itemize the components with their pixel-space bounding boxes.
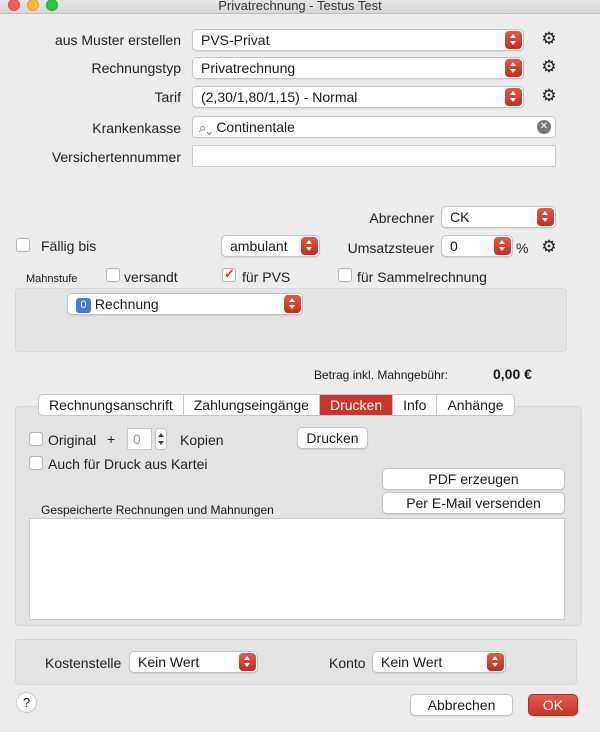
popup-arrows-icon [239, 653, 256, 671]
title-bar [0, 0, 600, 14]
gespeichert-list[interactable] [29, 518, 565, 620]
email-versenden-button[interactable]: Per E-Mail versenden [382, 492, 565, 514]
versandt-checkbox[interactable] [106, 268, 120, 282]
muster-value: PVS-Privat [201, 32, 270, 48]
tarif-popup[interactable] [192, 86, 524, 108]
abrechner-popup[interactable] [441, 206, 556, 228]
betrag-label: Betrag inkl. Mahngebühr: [314, 368, 449, 382]
umsatzsteuer-gear-icon[interactable]: ⚙ [541, 237, 557, 256]
kopien-input[interactable]: 0 [127, 428, 152, 450]
krankenkasse-label: Krankenkasse [92, 120, 181, 136]
popup-arrows-icon [505, 31, 522, 49]
pdf-erzeugen-button[interactable]: PDF erzeugen [382, 468, 565, 490]
muster-gear-icon[interactable]: ⚙ [541, 29, 557, 48]
konto-label: Konto [329, 655, 366, 671]
popup-arrows-icon [494, 237, 511, 255]
original-label: Original [48, 432, 97, 448]
mahnstufe-badge: 0 [76, 298, 91, 313]
konto-popup[interactable] [372, 651, 506, 673]
popup-arrows-icon [537, 208, 554, 226]
popup-arrows-icon [284, 295, 301, 313]
betrag-value: 0,00 € [493, 366, 532, 382]
sammelrechnung-checkbox[interactable] [338, 268, 352, 282]
search-icon: ⌕⌄ [199, 120, 213, 135]
muster-label: aus Muster erstellen [54, 32, 181, 48]
mahnstufe-popup[interactable] [67, 293, 303, 315]
tarif-value: (2,30/1,80/1,15) - Normal [201, 89, 358, 105]
tab-anhaenge[interactable]: Anhänge [447, 397, 504, 413]
krankenkasse-value: Continentale [216, 119, 295, 135]
umsatzsteuer-label: Umsatzsteuer [347, 240, 434, 256]
faellig-checkbox[interactable] [16, 238, 30, 252]
behandlung-value: ambulant [230, 238, 288, 254]
help-button[interactable]: ? [16, 692, 37, 713]
tab-rechnungsanschrift[interactable]: Rechnungsanschrift [39, 395, 184, 415]
popup-arrows-icon [505, 88, 522, 106]
percent-unit: % [516, 240, 529, 256]
fuer-pvs-checkbox[interactable] [222, 268, 236, 282]
popup-arrows-icon [487, 653, 504, 671]
umsatzsteuer-popup[interactable] [441, 235, 513, 257]
rechnungstyp-popup[interactable] [192, 57, 524, 79]
tarif-label: Tarif [154, 89, 181, 105]
faellig-label: Fällig bis [41, 238, 97, 254]
rechnungstyp-label: Rechnungstyp [91, 60, 181, 76]
kostenstelle-value: Kein Wert [138, 654, 200, 670]
mahnstufe-label: Mahnstufe [26, 273, 78, 285]
window-title: Privatrechnung - Testus Test [218, 0, 382, 13]
abrechner-value: CK [450, 209, 470, 225]
ok-button[interactable]: OK [528, 694, 578, 716]
kartei-checkbox[interactable] [29, 456, 43, 470]
rechnungstyp-value: Privatrechnung [201, 60, 296, 76]
kostenstelle-popup[interactable] [129, 651, 258, 673]
tab-drucken[interactable]: Drucken [320, 395, 393, 415]
gespeichert-label: Gespeicherte Rechnungen und Mahnungen [41, 503, 274, 517]
kopien-label: Kopien [180, 432, 224, 448]
popup-arrows-icon [505, 59, 522, 77]
mahnstufe-value: Rechnung [94, 296, 159, 312]
sammelrechnung-label: für Sammelrechnung [357, 269, 487, 285]
fuer-pvs-label: für PVS [242, 269, 291, 285]
abrechner-label: Abrechner [369, 210, 434, 226]
konto-value: Kein Wert [381, 654, 443, 670]
umsatzsteuer-value: 0 [450, 238, 458, 254]
krankenkasse-search-field[interactable] [192, 116, 556, 138]
kostenstelle-label: Kostenstelle [45, 655, 122, 671]
original-checkbox[interactable] [29, 432, 43, 446]
tab-zahlungseingaenge[interactable]: Zahlungseingänge [184, 395, 320, 415]
tarif-gear-icon[interactable]: ⚙ [541, 86, 557, 105]
tab-info[interactable]: Info [393, 395, 437, 415]
kopien-stepper[interactable] [155, 428, 167, 450]
versichertennummer-input[interactable] [192, 145, 556, 167]
drucken-button[interactable]: Drucken [297, 427, 368, 449]
behandlung-popup[interactable] [221, 235, 320, 257]
muster-popup[interactable] [192, 29, 524, 51]
popup-arrows-icon [301, 237, 318, 255]
versichertennummer-label: Versichertennummer [51, 149, 181, 165]
plus-label: + [107, 431, 116, 447]
abbrechen-button[interactable]: Abbrechen [410, 694, 513, 716]
tab-bar [38, 394, 515, 416]
rechnungstyp-gear-icon[interactable]: ⚙ [541, 57, 557, 76]
clear-icon[interactable]: ✕ [537, 120, 551, 134]
versandt-label: versandt [124, 269, 178, 285]
kartei-label: Auch für Druck aus Kartei [48, 456, 208, 472]
